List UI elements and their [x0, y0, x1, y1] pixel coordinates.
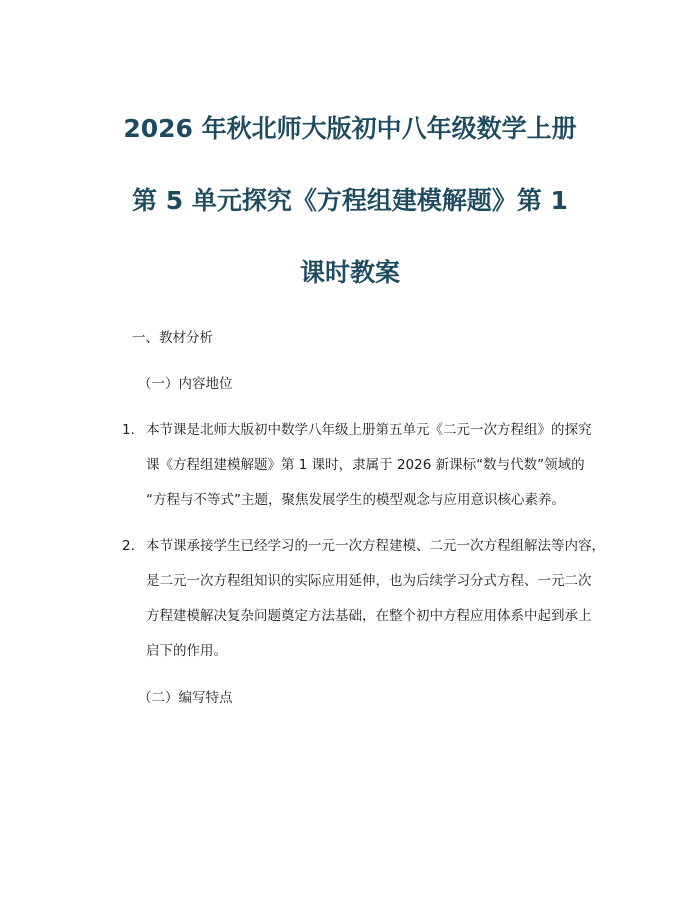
section-heading-teaching-material-analysis: 一、教材分析: [132, 330, 213, 346]
list-item-2-line-4: 启下的作用。: [146, 643, 227, 659]
list-item-number-1: 1.: [122, 422, 135, 438]
list-item-2-line-3: 方程建模解决复杂问题奠定方法基础，在整个初中方程应用体系中起到承上: [146, 608, 592, 624]
document-title-line-2: 第 5 单元探究《方程组建模解题》第 1: [132, 186, 568, 215]
list-item-number-2: 2.: [122, 538, 135, 554]
document-title-line-3: 课时教案: [299, 258, 400, 287]
subsection-heading-writing-features: （二）编写特点: [138, 690, 233, 706]
list-item-2-line-1: 本节课承接学生已经学习的一元一次方程建模、二元一次方程组解法等内容，: [146, 538, 605, 554]
list-item-1-line-2: 课《方程组建模解题》第 1 课时，隶属于 2026 新课标“数与代数”领域的: [146, 457, 585, 473]
subsection-heading-content-position: （一）内容地位: [138, 376, 233, 392]
list-item-1-line-3: “方程与不等式”主题，聚焦发展学生的模型观念与应用意识核心素养。: [146, 492, 565, 508]
list-item-1-line-1: 本节课是北师大版初中数学八年级上册第五单元《二元一次方程组》的探究: [146, 422, 592, 438]
list-item-2-line-2: 是二元一次方程组知识的实际应用延伸，也为后续学习分式方程、一元二次: [146, 573, 592, 589]
document-title-line-1: 2026 年秋北师大版初中八年级数学上册: [123, 114, 577, 143]
